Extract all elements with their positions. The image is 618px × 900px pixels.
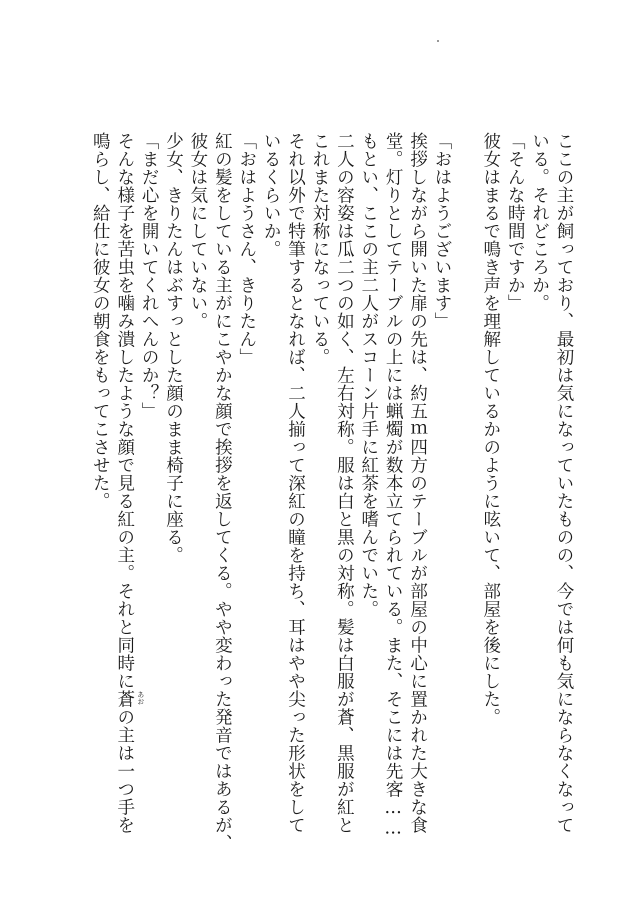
text-line: 堂。灯りとしてテーブルの上には蝋燭が数本立てられている。また、そこには先客…… <box>383 132 404 839</box>
text-line: いる。それどころか。 <box>529 132 550 312</box>
vertical-text-body <box>40 132 576 862</box>
text-line: ここの主が飼っており、最初は気になっていたものの、今では何も気にならなくなって <box>554 132 574 834</box>
blank-line <box>454 132 478 862</box>
ruby-line-after: の主は一つ手を <box>114 708 135 834</box>
text-line: 挨拶しながら開いた扉の先は、約五ｍ四方のテーブルが部屋の中心に置かれた大きな食 <box>407 132 428 834</box>
text-line: 紅の髪をしている主がにこやかな顔で挨拶を返してくる。やや変わった発音ではあるが、 <box>212 132 233 852</box>
text-line: それ以外で特筆するとなれば、二人揃って深紅の瞳を持ち、耳はやや尖った形状をして <box>285 132 306 834</box>
ruby-line-before: そんな様子を苦虫を噛み潰したような顔で見る紅の主。それと同時に <box>114 132 135 690</box>
text-line-with-ruby <box>112 132 145 862</box>
text-line: 鳴らし、給仕に彼女の朝食をもってこさせた。 <box>90 132 111 510</box>
text-line: 少女、きりたんはぶすっとした顔のまま椅子に座る。 <box>163 132 184 564</box>
ruby-annotation <box>114 690 145 708</box>
ruby-reading: あお <box>136 691 145 705</box>
text-line: いるくらいか。 <box>261 132 282 258</box>
text-line: 「まだ心を開いてくれへんのか？」 <box>139 132 160 420</box>
text-line: もとい、ここの主二人がスコーン片手に紅茶を嗜んでいた。 <box>358 132 379 618</box>
text-line: 「そんな時間ですか」 <box>505 132 526 312</box>
page-speck-mark <box>437 40 439 42</box>
ruby-base: 蒼 <box>114 690 135 708</box>
text-line: 「おはようさん、きりたん」 <box>236 132 257 366</box>
text-line: 二人の容姿は瓜二つの如く、左右対称。服は白と黒の対称。髪は白服が蒼、黒服が紅と <box>334 132 355 834</box>
text-line: 「おはようございます」 <box>431 132 452 330</box>
text-line: 彼女はまるで鳴き声を理解しているかのように呟いて、部屋を後にした。 <box>480 132 501 726</box>
text-line: 彼女は気にしていない。 <box>187 132 208 330</box>
text-line: これまた対称になっている。 <box>309 132 330 366</box>
